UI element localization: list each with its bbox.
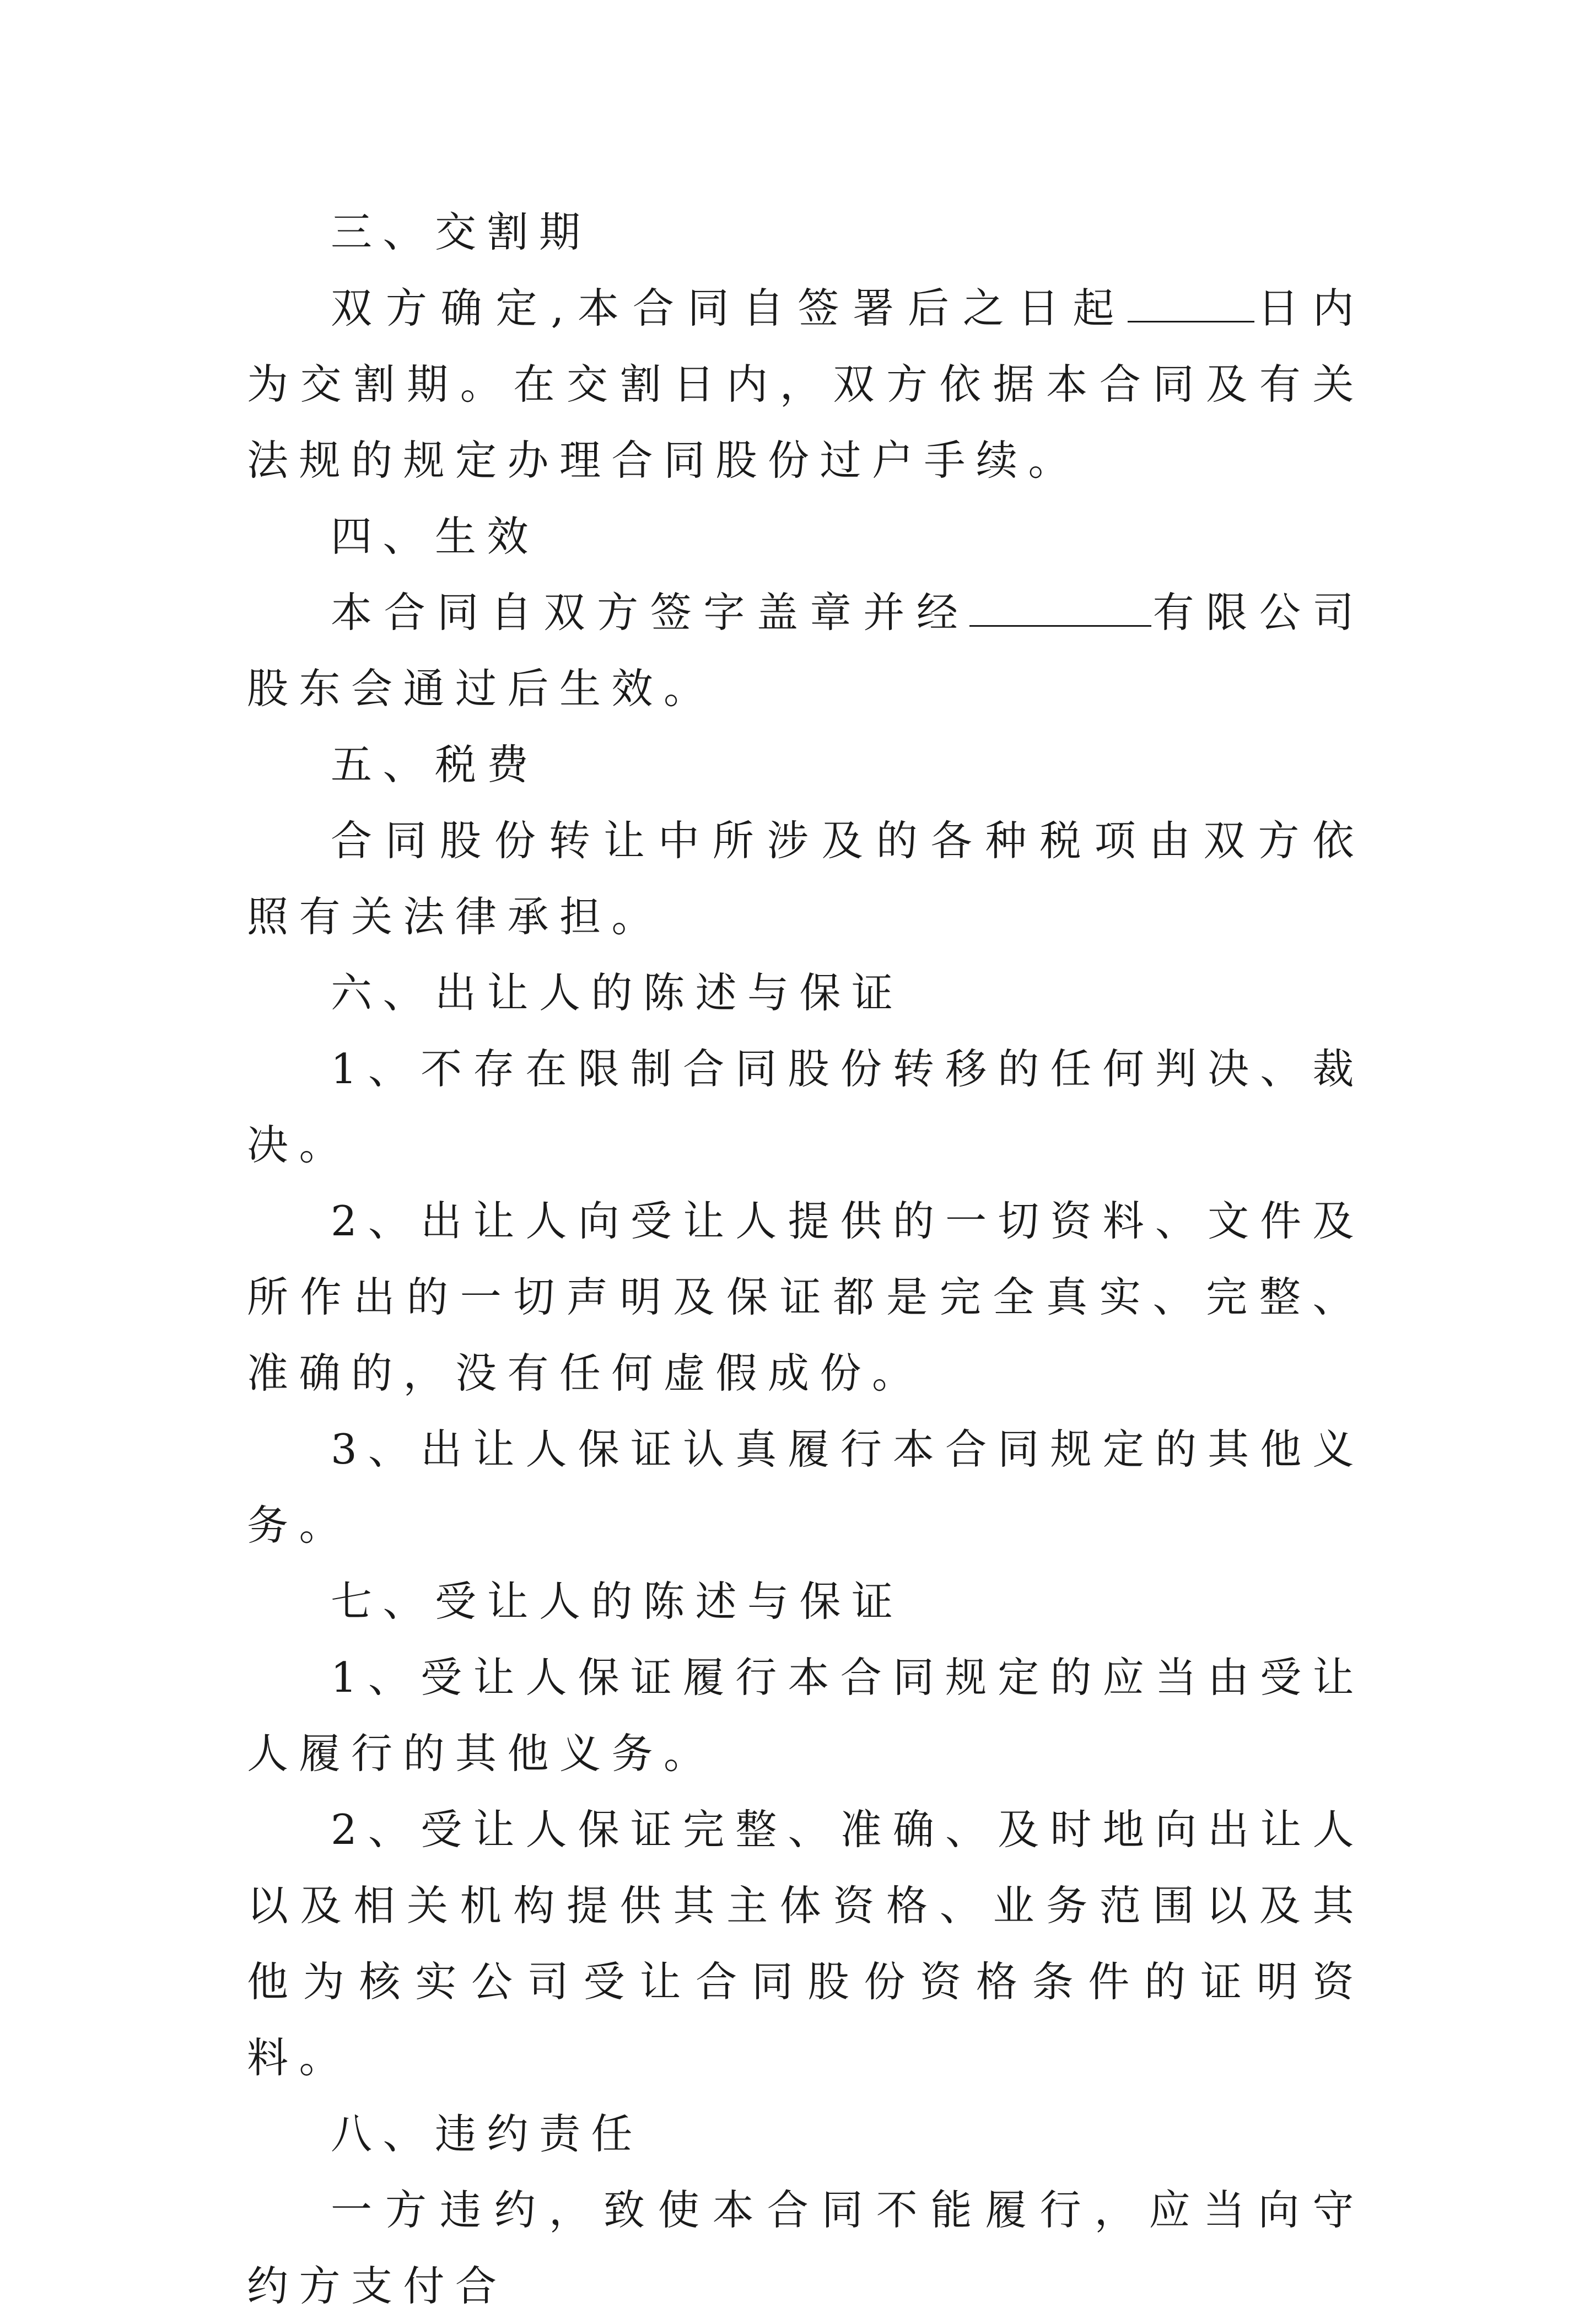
section-heading-delivery-period: 三、交割期 [331, 208, 591, 256]
delivery-period-text-before: 双方确定,本合同自签署后之日起 [331, 284, 1128, 332]
transferor-item-2: 2、出让人向受让人提供的一切资料、文件及所作出的一切声明及保证都是完全真实、完整、准确的，没有任何虚假成份。 [247, 1197, 1365, 1397]
transferee-item-1: 1、受让人保证履行本合同规定的应当由受让人履行的其他义务。 [247, 1653, 1365, 1778]
taxes-paragraph: 合同股份转让中所涉及的各种税项由双方依照有关法律承担。 [247, 816, 1365, 941]
effectiveness-paragraph [247, 574, 1365, 727]
section-heading-transferor-warranties: 六、出让人的陈述与保证 [331, 969, 904, 1017]
transferor-item-3: 3、出让人保证认真履行本合同规定的其他义务。 [247, 1425, 1365, 1550]
effectiveness-text-before: 本合同自双方签字盖章并经 [331, 588, 970, 637]
transferee-item-2: 2、受让人保证完整、准确、及时地向出让人以及相关机构提供其主体资格、业务范围以及其他为核实公司受让合同股份资格条件的证明资料。 [247, 1805, 1365, 2082]
liability-paragraph: 一方违约，致使本合同不能履行，应当向守约方支付合 [247, 2186, 1365, 2310]
delivery-days-blank[interactable] [1128, 287, 1254, 322]
section-heading-taxes: 五、税费 [331, 740, 540, 789]
section-heading-effectiveness: 四、生效 [331, 512, 540, 561]
section-heading-liability: 八、违约责任 [331, 2110, 644, 2158]
delivery-period-paragraph [247, 270, 1365, 498]
transferor-item-1: 1、不存在限制合同股份转移的任何判决、裁决。 [247, 1045, 1365, 1169]
section-heading-transferee-warranties: 七、受让人的陈述与保证 [331, 1577, 904, 1626]
document-page [247, 194, 1365, 2324]
company-name-blank[interactable] [969, 591, 1151, 627]
delivery-period-text-after: 日内为交割期。在交割日内，双方依据本合同及有关法规的规定办理合同股份过户手续。 [247, 284, 1365, 485]
effectiveness-text-after: 有限公司股东会通过后生效。 [247, 588, 1365, 713]
